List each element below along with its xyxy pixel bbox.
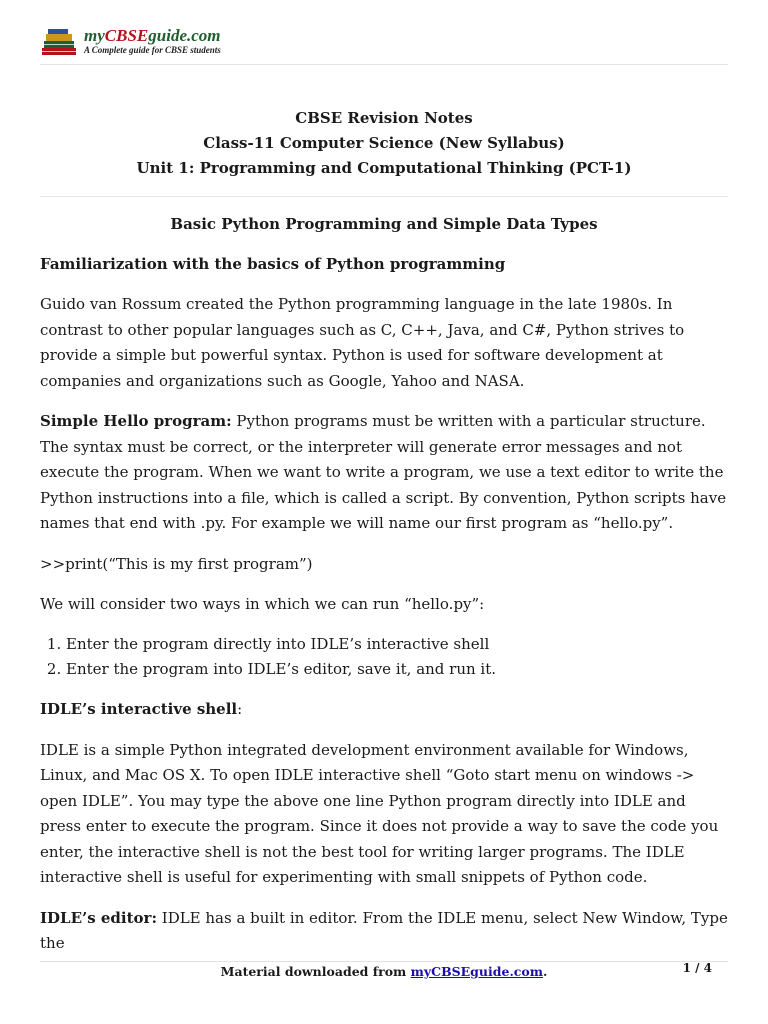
title-line-1: CBSE Revision Notes [295, 109, 473, 127]
shell-heading: IDLE’s interactive shell [40, 700, 238, 719]
document-titles [40, 106, 728, 181]
footer-divider [40, 961, 728, 962]
subheading: Familiarization with the basics of Python programming [40, 255, 506, 274]
shell-paragraph: IDLE is a simple Python integrated development environment available for Windows, Linux, and Mac OS X. To open IDLE interactive shell “Goto start menu on windows -> open IDLE”. You may type the above one line Python program directly into IDLE and press enter to execute the program. Since it does not provide a way to save the code you enter, the interactive shell is not the best tool for writing larger programs. The IDLE interactive shell is useful for experimenting with small snippets of Python code. [40, 740, 719, 887]
list-item: 2. Enter the program into IDLE’s editor, save it, and run it. [66, 657, 728, 683]
logo-tagline: A Complete guide for CBSE students [84, 45, 221, 55]
shell-heading-line [40, 697, 728, 723]
page-footer [40, 963, 728, 983]
footer-note [40, 963, 728, 981]
footer-suffix: . [542, 964, 548, 979]
hello-label: Simple Hello program: [40, 412, 232, 431]
books-icon [40, 28, 80, 58]
site-logo[interactable] [40, 26, 270, 60]
hello-text: Python programs must be written with a particular structure. The syntax must be correct, or the interpreter will generate error messages and not execute the program. When we want to write a program, we use a text editor to write the Python instructions into a file, which is called a script. By convention, Python scripts have names that end with .py. For example we will name our first program as “hello.py”. [40, 412, 727, 533]
title-divider [40, 196, 728, 197]
code-line: >>print(“This is my first program”) [40, 554, 313, 573]
logo-name: myCBSEguide.com [84, 26, 221, 45]
footer-link[interactable]: myCBSEguide.com [410, 964, 543, 979]
editor-label: IDLE’s editor: [40, 908, 157, 927]
document-body [40, 212, 728, 971]
editor-paragraph [40, 906, 728, 957]
intro-paragraph: Guido van Rossum created the Python programming language in the late 1980s. In contrast to other popular languages such as C, C++, Java, and C#, Python strives to provide a simple but powerful syntax. Python is used for software development at companies and organizations such as Google, Yahoo and NASA. [40, 295, 685, 390]
title-line-3: Unit 1: Programming and Computational Thinking (PCT-1) [136, 159, 632, 177]
title-line-2: Class-11 Computer Science (New Syllabus) [203, 134, 565, 152]
page-number: 1 / 4 [682, 961, 712, 975]
editor-text: IDLE has a built in editor. From the IDLE menu, select New Window, Type the [40, 908, 728, 953]
footer-prefix: Material downloaded from [220, 964, 411, 979]
ways-list [40, 632, 728, 683]
page-header [40, 24, 728, 65]
section-title: Basic Python Programming and Simple Data Types [170, 215, 598, 233]
ways-intro: We will consider two ways in which we can run “hello.py”: [40, 594, 485, 613]
list-item: 1. Enter the program directly into IDLE’s interactive shell [66, 632, 728, 658]
hello-paragraph [40, 409, 728, 537]
shell-heading-colon: : [237, 700, 243, 719]
